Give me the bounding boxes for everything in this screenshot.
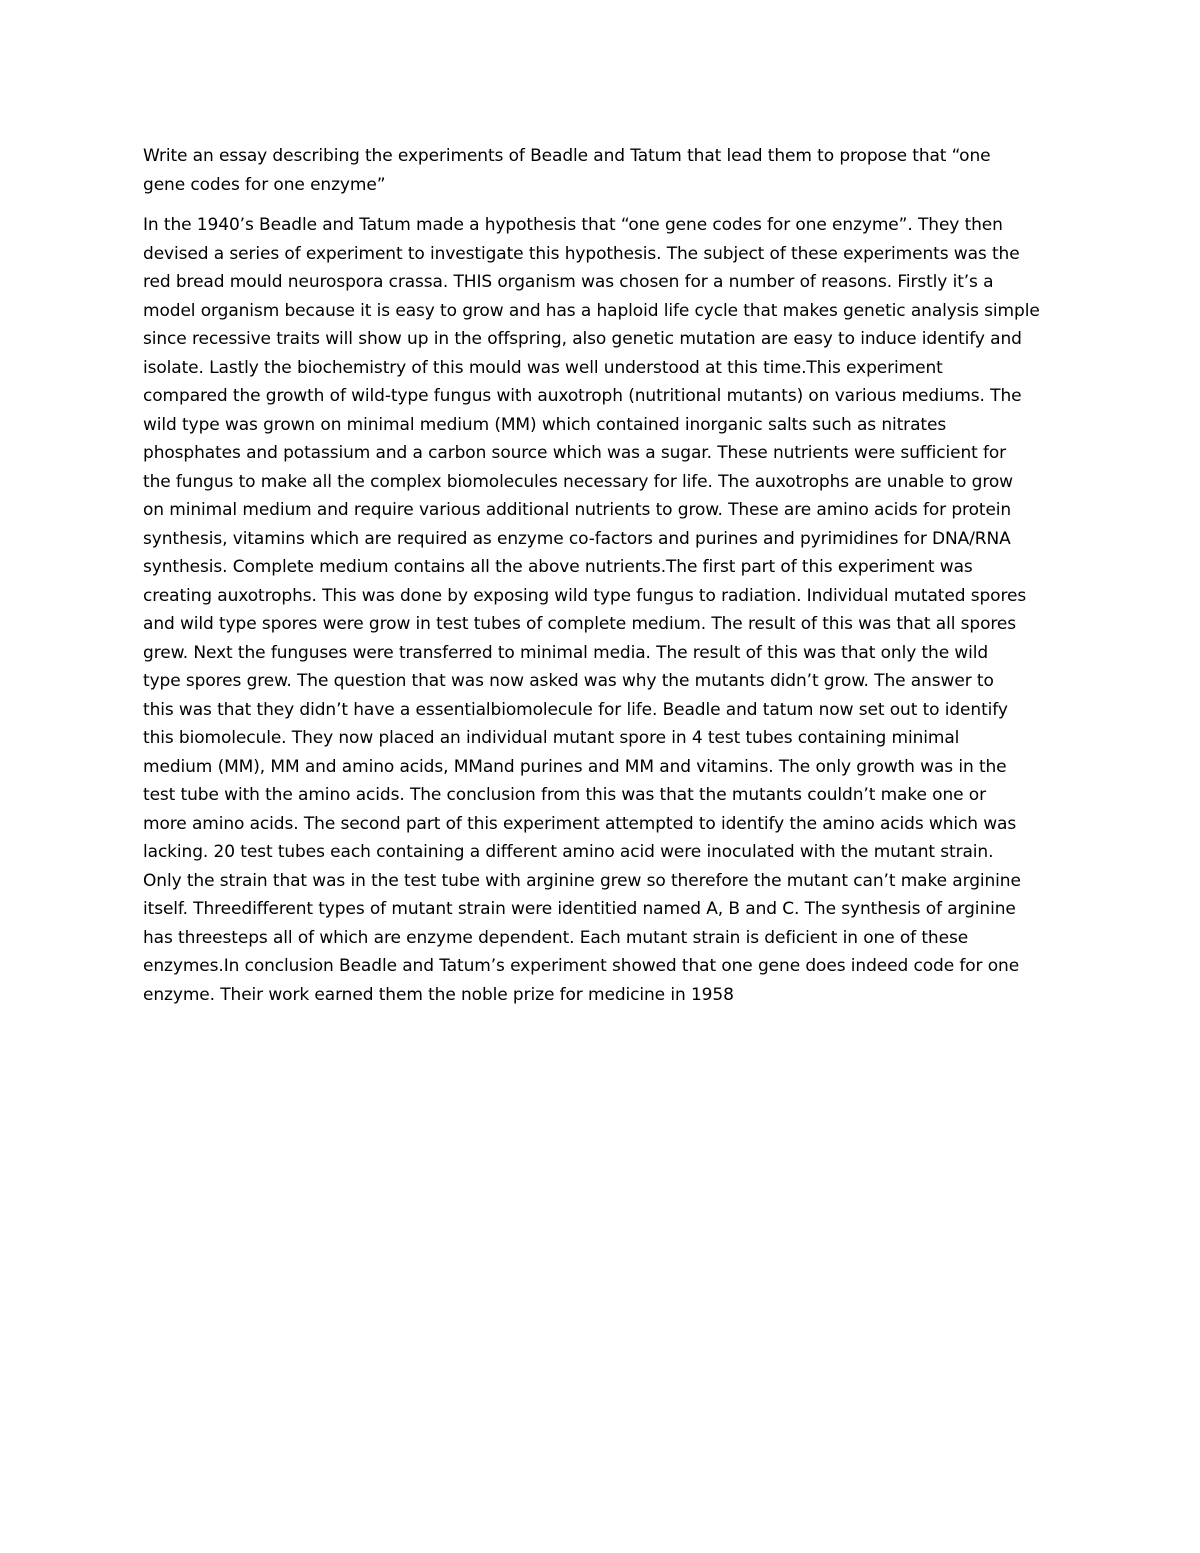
body-line: isolate. Lastly the biochemistry of this mould was well understood at this time.This experiment [143,357,943,378]
essay-question [143,142,1073,199]
body-line: In the 1940’s Beadle and Tatum made a hypothesis that “one gene codes for one enzyme”. They then [143,215,1003,235]
body-line: has threesteps all of which are enzyme dependent. Each mutant strain is deficient in one of these [143,927,969,948]
question-line: Write an essay describing the experiments of Beadle and Tatum that lead them to propose that “one [143,146,991,166]
body-line: more amino acids. The second part of this experiment attempted to identify the amino acids which was [143,813,1017,834]
body-line: type spores grew. The question that was now asked was why the mutants didn’t grow. The answer to [143,671,994,691]
body-line: synthesis. Complete medium contains all the above nutrients.The first part of this experiment was [143,557,973,577]
body-line: model organism because it is easy to grow and has a haploid life cycle that makes genetic analysis simple [143,300,1040,321]
body-line: wild type was grown on minimal medium (MM) which contained inorganic salts such as nitrates [143,414,947,435]
body-line: and wild type spores were grow in test tubes of complete medium. The result of this was that all spores [143,614,1017,634]
body-line: creating auxotrophs. This was done by exposing wild type fungus to radiation. Individual mutated spores [143,585,1027,606]
body-line: phosphates and potassium and a carbon source which was a sugar. These nutrients were sufficient for [143,443,1007,463]
body-line: medium (MM), MM and amino acids, MMand purines and MM and vitamins. The only growth was in the [143,756,1007,777]
question-line: gene codes for one enzyme” [143,174,386,195]
essay-body [143,211,1073,1009]
body-line: lacking. 20 test tubes each containing a different amino acid were inoculated with the mutant strain. [143,842,994,862]
body-line: enzyme. Their work earned them the noble prize for medicine in 1958 [143,984,734,1005]
body-line: itself. Threedifferent types of mutant strain were identitied named A, B and C. The synthesis of arginine [143,899,1016,919]
body-line: synthesis, vitamins which are required as enzyme co-factors and purines and pyrimidines for DNA/RNA [143,528,1011,549]
document-content [143,142,1073,1009]
body-line: test tube with the amino acids. The conclusion from this was that the mutants couldn’t make one or [143,785,986,805]
body-line: on minimal medium and require various additional nutrients to grow. These are amino acids for protein [143,500,1012,520]
body-line: red bread mould neurospora crassa. THIS organism was chosen for a number of reasons. Firstly it’s a [143,272,994,292]
body-line: devised a series of experiment to investigate this hypothesis. The subject of these experiments was the [143,243,1020,264]
body-line: the fungus to make all the complex biomolecules necessary for life. The auxotrophs are unable to grow [143,471,1013,492]
body-line: grew. Next the funguses were transferred to minimal media. The result of this was that only the wild [143,642,989,663]
body-line: this was that they didn’t have a essentialbiomolecule for life. Beadle and tatum now set out to identify [143,699,1008,720]
body-line: enzymes.In conclusion Beadle and Tatum’s experiment showed that one gene does indeed code for one [143,956,1020,976]
body-line: this biomolecule. They now placed an individual mutant spore in 4 test tubes containing minimal [143,728,960,748]
body-line: compared the growth of wild-type fungus with auxotroph (nutritional mutants) on various mediums. The [143,386,1022,406]
body-line: Only the strain that was in the test tube with arginine grew so therefore the mutant can’t make arginine [143,870,1021,891]
body-line: since recessive traits will show up in the offspring, also genetic mutation are easy to induce identify and [143,329,1022,349]
